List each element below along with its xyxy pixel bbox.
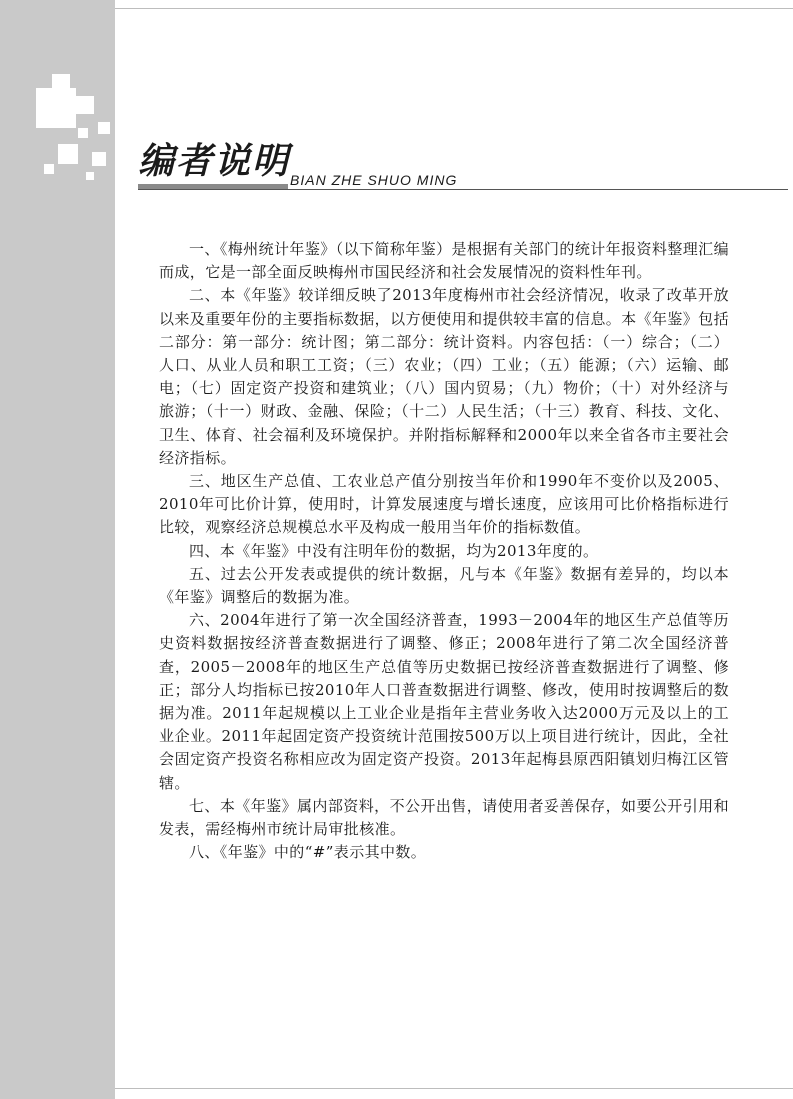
body-text [159, 238, 729, 864]
decor-square [92, 152, 106, 166]
paragraph-1: 一、《梅州统计年鉴》（以下简称年鉴）是根据有关部门的统计年报资料整理汇编而成，它是一部全面反映梅州市国民经济和社会发展情况的资料性年刊。 [159, 240, 729, 282]
decor-square [76, 96, 94, 114]
title-rule [138, 189, 788, 190]
decor-square [58, 144, 78, 164]
decor-square [36, 88, 76, 128]
decorative-sidebar [0, 0, 115, 1099]
paragraph-4: 四、本《年鉴》中没有注明年份的数据，均为2013年度的。 [189, 541, 599, 560]
paragraph-5: 五、过去公开发表或提供的统计数据，凡与本《年鉴》数据有差异的，均以本《年鉴》调整后的数据为准。 [159, 564, 729, 607]
decor-square [86, 172, 94, 180]
paragraph-2: 二、本《年鉴》较详细反映了2013年度梅州市社会经济情况，收录了改革开放以来及重要年份的主要指标数据，以方便使用和提供较丰富的信息。本《年鉴》包括二部分：第一部分：统计图；第二部分：统计资料。内容包括：（一）综合；（二）人口、从业人员和职工工资；（三）农业；（四）工业；（五）能源；（六）运输、邮电；（七）固定资产投资和建筑业；（八）国内贸易；（九）物价；（十）对外经济与旅游；（十一）财政、金融、保险；（十二）人民生活；（十三）教育、科技、文化、卫生、体育、社会福利及环境保护。并附指标解释和2000年以来全省各市主要社会经济指标。 [159, 286, 729, 467]
page-title: 编者说明 [138, 141, 291, 182]
paragraph-7: 七、本《年鉴》属内部资料，不公开出售，请使用者妥善保存，如要公开引用和发表，需经梅州市统计局审批核准。 [159, 796, 729, 839]
bottom-rule [115, 1088, 793, 1089]
decor-square [78, 128, 88, 138]
page-subtitle: BIAN ZHE SHUO MING [290, 172, 458, 188]
decor-square [52, 74, 70, 92]
paragraph-8: 八、《年鉴》中的“#”表示其中数。 [189, 843, 427, 862]
decor-square [98, 122, 110, 134]
top-rule [115, 8, 793, 9]
paragraph-6: 六、2004年进行了第一次全国经济普查，1993－2004年的地区生产总值等历史资料数据按经济普查数据进行了调整、修正；2008年进行了第二次全国经济普查，2005－2008年的地区生产总值等历史数据已按经济普查数据进行了调整、修正；部分人均指标已按2010年人口普查数据进行调整、修改，使用时按调整后的数据为准。2011年起规模以上工业企业是指年主营业务收入达2000万元及以上的工业企业。2011年起固定资产投资统计范围按500万以上项目进行统计，因此，全社会固定资产投资名称相应改为固定资产投资。2013年起梅县原西阳镇划归梅江区管辖。 [159, 611, 729, 792]
decor-square [44, 164, 54, 174]
paragraph-3: 三、地区生产总值、工农业总产值分别按当年价和1990年不变价以及2005、2010年可比价计算，使用时，计算发展速度与增长速度，应该用可比价格指标进行比较，观察经济总规模总水平及构成一般用当年价的指标数值。 [159, 472, 729, 537]
